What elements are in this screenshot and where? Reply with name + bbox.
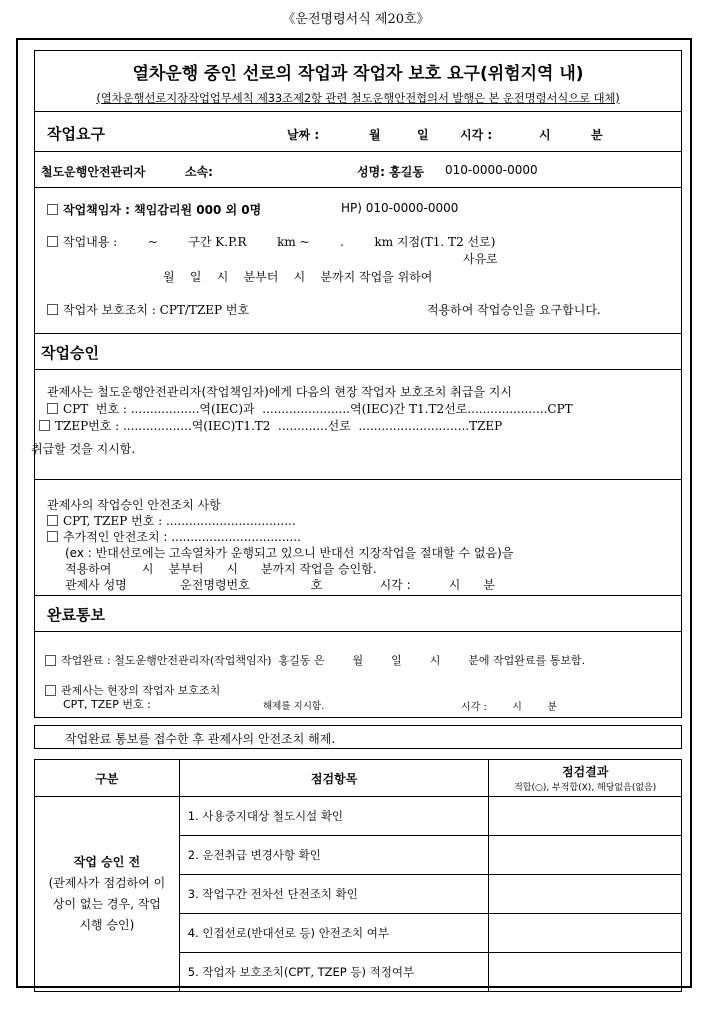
completion-line1 [45, 652, 585, 668]
check-result-4[interactable] [489, 914, 682, 953]
check-result-1[interactable] [489, 797, 682, 836]
content-text: 작업내용 : ~ 구간 K.P.R km ~ . km 지점(T1. T2 선로) [63, 235, 496, 249]
tzep-checkbox[interactable] [39, 420, 50, 431]
lead-line [47, 201, 261, 218]
table-row [35, 797, 682, 836]
approval-heading: 작업승인 [41, 344, 99, 362]
form-number: 《운전명령서식 제20호》 [282, 12, 430, 27]
check-result-3[interactable] [489, 875, 682, 914]
check-result-5[interactable] [489, 953, 682, 992]
content-period: 월 일 시 분부터 시 분까지 작업을 위하여 [163, 270, 433, 284]
approval-p4: 취급할 것을 지시함. [31, 442, 136, 456]
safety-cpt-checkbox[interactable] [47, 515, 58, 526]
group-cell [35, 797, 180, 992]
completion-heading: 완료통보 [47, 606, 105, 624]
approval-p3: TZEP번호 : ..................역(IEC)T1.T2 .............선로 .............................TZEP [55, 419, 503, 433]
form-subtitle: (열차운행선로지장작업업무세칙 제33조제2항 관련 철도운행안전협의서 발행은 본 운전명령서식으로 대체) [96, 91, 620, 105]
affiliation-label: 소속: [185, 165, 213, 179]
check-item-4: 4. 인접선로(반대선로 등) 안전조치 여부 [179, 914, 489, 953]
check-item-3: 3. 작업구간 전차선 단전조치 확인 [179, 875, 489, 914]
col-result-title: 점검결과 [561, 765, 609, 779]
approval-safety [34, 480, 682, 596]
checklist-header-row [35, 760, 682, 797]
checklist-table [34, 759, 682, 992]
manager-label: 철도운행안전관리자 [41, 165, 146, 179]
safety-cpt-line [47, 512, 296, 529]
content-line [47, 233, 495, 250]
protect-line [47, 301, 249, 318]
approval-instruction [31, 370, 682, 480]
release-time: 시각 : 시 분 [461, 702, 558, 713]
check-item-5: 5. 작업자 보호조치(CPT, TZEP 등) 적정여부 [179, 953, 489, 992]
date-label: 날짜 : [287, 128, 320, 142]
completion-details [34, 632, 682, 718]
release-note-box [34, 725, 682, 749]
protect-text: 작업자 보호조치 : CPT/TZEP 번호 [63, 303, 250, 317]
manager-row [34, 152, 682, 188]
safety-extra-line [47, 528, 301, 545]
cpt-checkbox[interactable] [47, 403, 58, 414]
col-result-legend: 적합(○), 부적합(X), 해당없음(없음) [514, 783, 657, 793]
approval-tzep-line [39, 417, 502, 434]
safety-period: 적용하여 시 분부터 시 분까지 작업을 승인함. [65, 562, 377, 576]
lead-phone: HP) 010-0000-0000 [341, 201, 459, 215]
completion-text: 작업완료 : 철도운행안전관리자(작업책임자) 홍길동 은 월 일 시 분에 작업완료를 통보함. [61, 654, 586, 667]
completion-header-row [34, 596, 682, 632]
check-result-2[interactable] [489, 836, 682, 875]
release-note: 작업완료 통보를 접수한 후 관제사의 안전조치 해제. [65, 732, 336, 746]
check-item-1: 1. 사용중지대상 철도시설 확인 [179, 797, 489, 836]
name-label: 성명: 홍길동 [357, 165, 424, 179]
protect-checkbox[interactable] [47, 304, 58, 315]
request-heading: 작업요구 [47, 125, 105, 143]
safety-example: (ex : 반대선로에는 고속열차가 운행되고 있으니 반대선 지장작업을 절대할 수 없음)을 [65, 546, 514, 560]
content-checkbox[interactable] [47, 236, 58, 247]
request-header-row [34, 112, 682, 152]
approval-cpt-line [47, 400, 573, 417]
col-category: 구분 [35, 760, 180, 797]
time-label: 시각 : [460, 128, 493, 142]
release-text: 관제사는 현장의 작업자 보호조치 [61, 684, 221, 697]
hour-label: 시 [539, 128, 551, 142]
request-details [34, 188, 682, 334]
col-item: 점검항목 [179, 760, 489, 797]
safety-cpt: CPT, TZEP 번호 : .................................. [63, 514, 296, 528]
safety-title: 관제사의 작업승인 안전조치 사항 [47, 498, 221, 512]
safety-extra: 추가적인 안전조치 : .................................. [63, 530, 301, 544]
approval-p2: CPT 번호 : ..................역(IEC)과 .......................역(IEC)간 T1.T2선로.....................CPT [63, 402, 573, 416]
content-reason: 사유로 [463, 252, 498, 266]
day-label: 일 [417, 128, 429, 142]
minute-label: 분 [591, 128, 603, 142]
group-title: 작업 승인 전 [73, 855, 141, 869]
safety-extra-checkbox[interactable] [47, 531, 58, 542]
approval-header-row [34, 334, 682, 370]
form-title-box [34, 50, 682, 112]
form-title: 열차운행 중인 선로의 작업과 작업자 보호 요구(위험지역 내) [132, 64, 584, 84]
controller-signoff: 관제사 성명 운전명령번호 호 시각 : 시 분 [65, 578, 495, 592]
release-instruction: 해제를 지시함. [263, 701, 325, 712]
check-item-2: 2. 운전취급 변경사항 확인 [179, 836, 489, 875]
completion-checkbox[interactable] [45, 655, 56, 666]
release-checkbox[interactable] [45, 685, 56, 696]
group-desc: (관제사가 점검하여 이상이 없는 경우, 작업 시행 승인) [48, 876, 166, 932]
lead-text: 작업책임자 : 책임감리원 000 외 0명 [63, 203, 262, 217]
release-number: CPT, TZEP 번호 : [63, 698, 151, 711]
approval-p1: 관제사는 철도운행안전관리자(작업책임자)에게 다음의 현장 작업자 보호조치 취급을 지시 [47, 385, 512, 399]
month-label: 월 [369, 128, 381, 142]
protect-end: 적용하여 작업승인을 요구합니다. [427, 303, 601, 317]
lead-checkbox[interactable] [47, 204, 58, 215]
name-phone: 010-0000-0000 [445, 163, 538, 177]
col-result [489, 760, 682, 797]
